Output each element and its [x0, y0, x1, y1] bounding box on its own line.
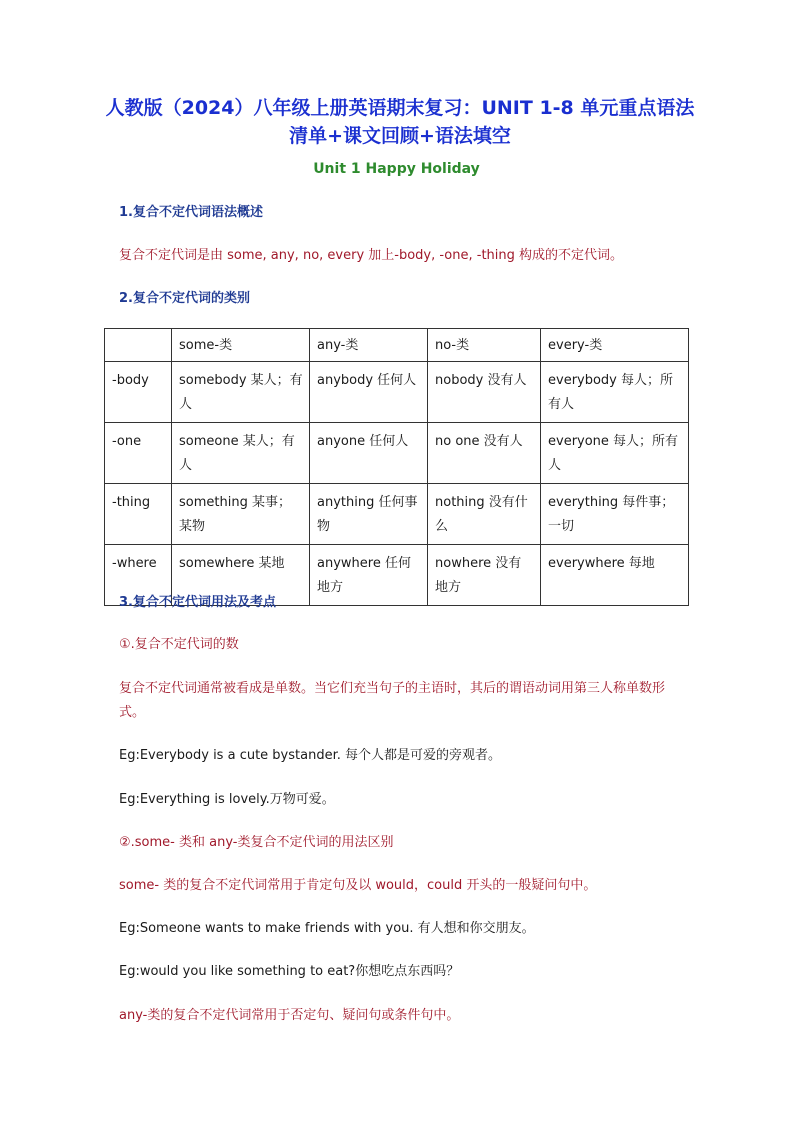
table-header-cell: any-类: [310, 329, 428, 362]
table-cell: everything 每件事；一切: [541, 484, 689, 545]
point1-title: ①.复合不定代词的数: [119, 637, 239, 652]
point2-title: ②.some- 类和 any-类复合不定代词的用法区别: [119, 835, 394, 850]
table-cell: anywhere 任何地方: [310, 545, 428, 606]
table-cell: something 某事；某物: [172, 484, 310, 545]
table-header-cell: every-类: [541, 329, 689, 362]
table-cell: anybody 任何人: [310, 362, 428, 423]
point1-text: 复合不定代词通常被看成是单数。当它们充当句子的主语时，其后的谓语动词用第三人称单数形式。: [119, 681, 666, 720]
table-cell: nobody 没有人: [428, 362, 541, 423]
table-cell: nowhere 没有地方: [428, 545, 541, 606]
section3-heading: 3.复合不定代词用法及考点: [119, 595, 276, 610]
table-cell: anyone 任何人: [310, 423, 428, 484]
section1-text: 复合不定代词是由 some, any, no, every 加上-body, -one, -thing 构成的不定代词。: [119, 248, 624, 263]
table-header-row: [105, 329, 689, 362]
document-title: 人教版（2024）八年级上册英语期末复习：UNIT 1-8 单元重点语法清单+课文回顾+语法填空: [105, 97, 695, 147]
table-header-cell: [105, 329, 172, 362]
table-cell: everyone 每人；所有人: [541, 423, 689, 484]
table-cell: -thing: [105, 484, 172, 545]
table-cell: -body: [105, 362, 172, 423]
table-cell: everybody 每人；所有人: [541, 362, 689, 423]
table-cell: somebody 某人；有人: [172, 362, 310, 423]
section1-heading: 1.复合不定代词语法概述: [119, 205, 263, 220]
table-cell: somewhere 某地: [172, 545, 310, 606]
table-row: [105, 362, 689, 423]
example-sentence: Eg:would you like something to eat?你想吃点东西吗？: [119, 964, 460, 979]
point2-text: some- 类的复合不定代词常用于肯定句及以 would，could 开头的一般疑问句中。: [119, 878, 597, 893]
table-header-cell: no-类: [428, 329, 541, 362]
pronoun-table: [104, 328, 689, 606]
table-cell: anything 任何事物: [310, 484, 428, 545]
table-row: [105, 484, 689, 545]
example-sentence: Eg:Everybody is a cute bystander. 每个人都是可爱的旁观者。: [119, 748, 501, 763]
table-cell: no one 没有人: [428, 423, 541, 484]
table-cell: someone 某人；有人: [172, 423, 310, 484]
table-cell: nothing 没有什么: [428, 484, 541, 545]
table-cell: -one: [105, 423, 172, 484]
table-row: [105, 423, 689, 484]
example-sentence: Eg:Everything is lovely.万物可爱。: [119, 792, 335, 807]
table-cell: -where: [105, 545, 172, 606]
example-sentence: Eg:Someone wants to make friends with you. 有人想和你交朋友。: [119, 921, 535, 936]
point3-text: any-类的复合不定代词常用于否定句、疑问句或条件句中。: [119, 1008, 460, 1023]
table-header-cell: some-类: [172, 329, 310, 362]
table-cell: everywhere 每地: [541, 545, 689, 606]
unit-title: Unit 1 Happy Holiday: [313, 161, 480, 177]
section2-heading: 2.复合不定代词的类别: [119, 291, 250, 306]
